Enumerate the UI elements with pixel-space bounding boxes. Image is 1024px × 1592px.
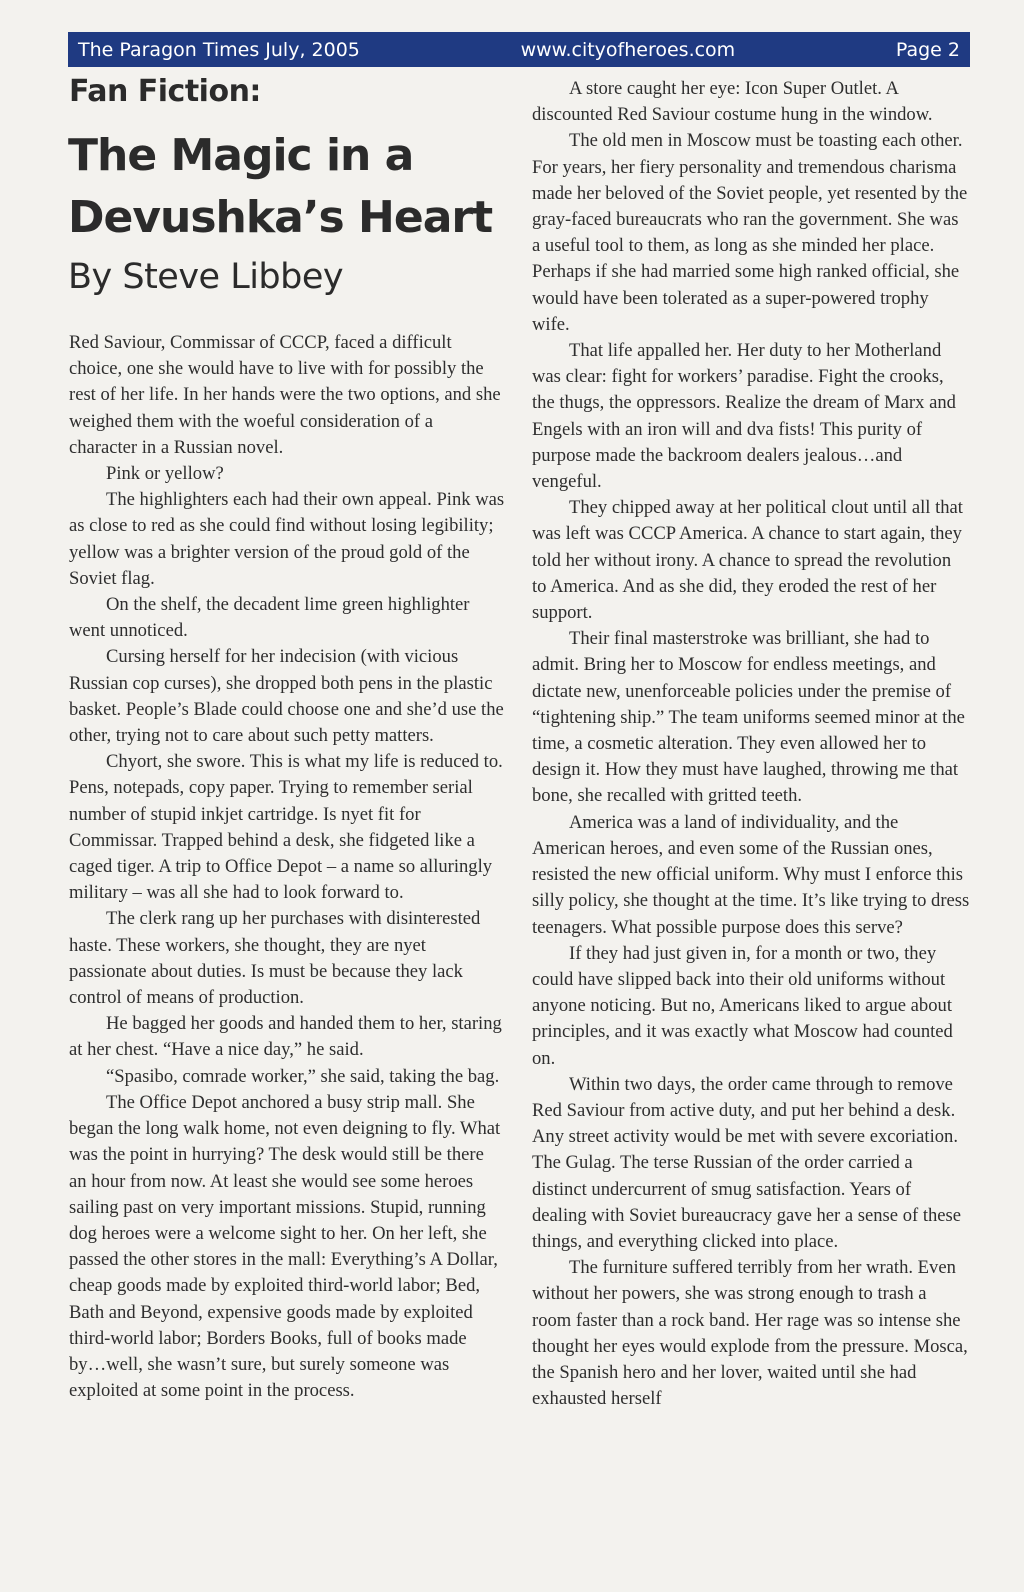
- paragraph: That life appalled her. Her duty to her Motherland was clear: fight for workers’ paradise. Fight the crooks, the thugs, the oppressors. Realize the dream of Marx and Engels with an iron will and dva fists! This purity of purpose made the backroom dealers jealous…and vengeful.: [532, 340, 956, 493]
- left-column: [69, 330, 505, 1404]
- paragraph: Their final masterstroke was brilliant, she had to admit. Bring her to Moscow for endless meetings, and dictate new, unenforceable policies under the premise of “tightening ship.” The team uniforms seemed minor at the time, a cosmetic alteration. They even allowed her to design it. How they must have laughed, throwing me that bone, she recalled with gritted teeth.: [532, 628, 965, 807]
- right-column: [532, 76, 970, 1412]
- paragraph: On the shelf, the decadent lime green highlighter went unnoticed.: [69, 594, 470, 642]
- paragraph: America was a land of individuality, and the American heroes, and even some of the Russian ones, resisted the new official uniform. Why must I enforce this silly policy, she thought at the time. It’s like trying to dress teenagers. What possible purpose does this serve?: [532, 811, 970, 938]
- paragraph: Cursing herself for her indecision (with vicious Russian cop curses), she dropped both pens in the plastic basket. People’s Blade could choose one and she’d use the other, trying not to care about such petty matters.: [69, 646, 504, 747]
- paragraph: The clerk rang up her purchases with disinterested haste. These workers, she thought, they are nyet passionate about duties. Is must be because they lack control of means of production.: [69, 908, 481, 1009]
- paragraph: “Spasibo, comrade worker,” she said, taking the bag.: [106, 1065, 500, 1087]
- paragraph: Red Saviour, Commissar of CCCP, faced a difficult choice, one she would have to live with for possibly the rest of her life. In her hands were the two options, and she weighed them with the woeful consideration of a character in a Russian novel.: [69, 332, 501, 458]
- page-number: Page 2: [895, 38, 960, 61]
- header-bar: [68, 32, 970, 67]
- paragraph: If they had just given in, for a month or two, they could have slipped back into their old uniforms without anyone noticing. But no, Americans liked to argue about principles, and it was exactly what Moscow had counted on.: [532, 942, 953, 1069]
- paragraph: Chyort, she swore. This is what my life is reduced to. Pens, notepads, copy paper. Trying to remember serial number of stupid inkjet cartridge. Is nyet fit for Commissar. Trapped behind a desk, she fidgeted like a caged tiger. A trip to Office Depot – a name so alluringly military – was all she had to look forward to.: [69, 751, 503, 904]
- paragraph: Within two days, the order came through to remove Red Saviour from active duty, and put her behind a desk. Any street activity would be met with severe excoriation. The Gulag. The terse Russian of the order carried a distinct undercurrent of smug satisfaction. Years of dealing with Soviet bureaucracy gave her a sense of these things, and everything clicked into place.: [532, 1073, 962, 1252]
- paragraph: The furniture suffered terribly from her wrath. Even without her powers, she was strong enough to trash a room faster than a rock band. Her rage was so intense she thought her eyes would explode from the pressure. Mosca, the Spanish hero and her lover, waited until she had exhausted herself: [532, 1257, 968, 1410]
- paragraph: A store caught her eye: Icon Super Outlet. A discounted Red Saviour costume hung in the window.: [532, 78, 933, 126]
- website-url: www.cityofheroes.com: [520, 38, 736, 61]
- article-byline: By Steve Libbey: [68, 257, 344, 297]
- paragraph: The Office Depot anchored a busy strip mall. She began the long walk home, not even deigning to fly. What was the point in hurrying? The desk would still be there an hour from now. At least she would see some heroes sailing past on very important missions. Stupid, running dog heroes were a welcome sight to her. On her left, she passed the other stores in the mall: Everything’s A Dollar, cheap goods made by exploited third-world labor; Bed, Bath and Beyond, expensive goods made by exploited third-world labor; Borders Books, full of books made by…well, she wasn’t sure, but surely someone was exploited at some point in the process.: [69, 1091, 501, 1402]
- paragraph: The old men in Moscow must be toasting each other. For years, her fiery personality and tremendous charisma made her beloved of the Soviet people, yet resented by the gray-faced bureaucrats who ran the government. She was a useful tool to them, as long as she minded her place. Perhaps if she had married some high ranked official, she would have been tolerated as a super-powered trophy wife.: [532, 130, 968, 335]
- paragraph: They chipped away at her political clout until all that was left was CCCP America. A chance to start again, they told her without irony. A chance to spread the revolution to America. And as she did, they eroded the rest of her support.: [532, 497, 963, 624]
- paragraph: Pink or yellow?: [106, 463, 224, 485]
- publication-date: The Paragon Times July, 2005: [78, 38, 360, 61]
- paragraph: He bagged her goods and handed them to her, staring at her chest. “Have a nice day,” he said.: [69, 1013, 502, 1061]
- paragraph: The highlighters each had their own appeal. Pink was as close to red as she could find without losing legibility; yellow was a brighter version of the proud gold of the Soviet flag.: [69, 489, 505, 589]
- article-title: The Magic in a Devushka’s Heart: [68, 130, 493, 243]
- section-kicker: Fan Fiction:: [69, 74, 261, 109]
